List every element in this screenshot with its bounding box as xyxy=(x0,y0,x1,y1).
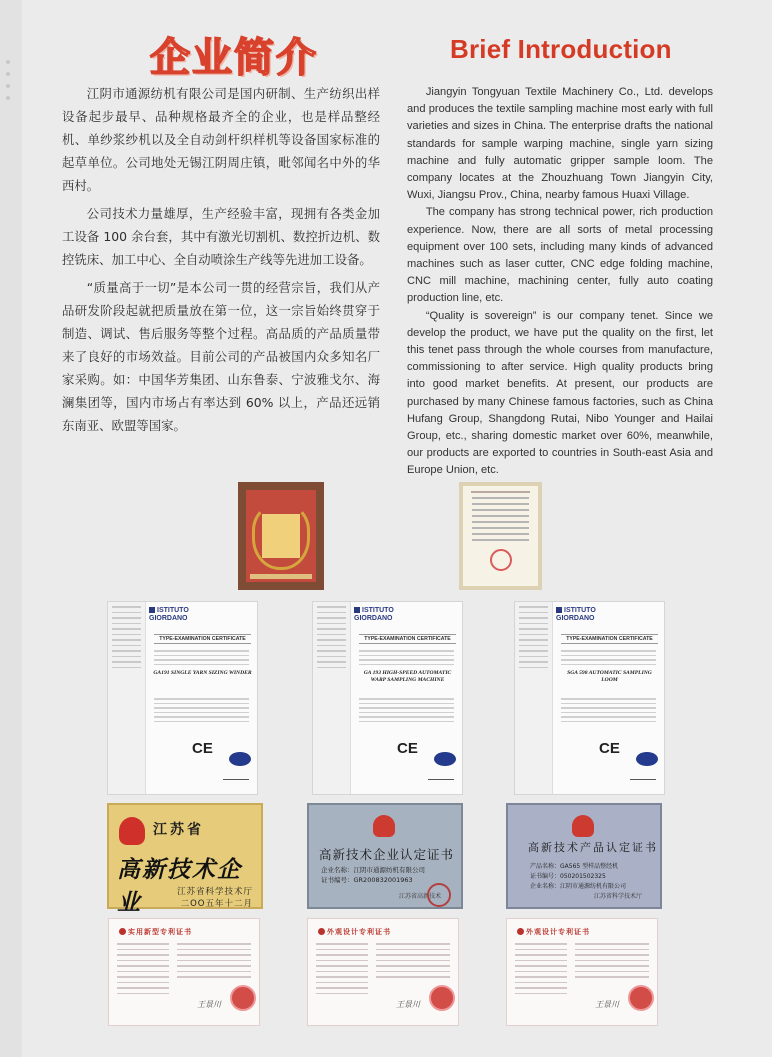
ce-mark: CE xyxy=(599,740,620,757)
award-plaque-inner xyxy=(246,490,316,582)
left-margin-strip xyxy=(0,0,22,1057)
certificate-number: 证书编号：050201502325 xyxy=(530,873,606,880)
patent-emblem-icon xyxy=(517,928,524,935)
certificate-seal xyxy=(490,549,512,571)
plaque-date: 二OO五年十二月 xyxy=(180,899,253,909)
patent-certificate-3 xyxy=(506,918,658,1026)
signature-line xyxy=(223,779,249,780)
ce-mark: CE xyxy=(397,740,418,757)
type-exam-certificate-3 xyxy=(514,601,665,795)
istituto-giordano-logo: ISTITUTO GIORDANO xyxy=(354,607,394,622)
en-paragraph-2: The company has strong technical power, rich production experience. Now, there are all sorts of metal processing equipment over 100 sets, including many kinds of advanced machines such as laser cutter, CNC edge folding machine, CNC mill machine, machining center, fully auto coating production line, etc. xyxy=(407,206,713,305)
torch-logo-icon xyxy=(572,815,594,837)
torch-logo-icon xyxy=(119,817,145,845)
certificate-title: 高新技术产品认定证书 xyxy=(528,841,658,854)
cn-paragraph-2: 公司技术力量雄厚，生产经验丰富，现拥有各类金加工设备 100 余台套，其中有激光切割机、数控折边机、数控铣床、加工中心、全自动喷涂生产线等先进加工设备。 xyxy=(62,206,380,267)
signature: 王景川 xyxy=(595,1000,619,1009)
cn-paragraph-3: “质量高于一切”是本公司一贯的经营宗旨，我们从产品研发阶段起就把质量放在第一位，这一宗旨始终贯穿于制造、调试、售后服务等整个过程。高品质的产品质量带来了良好的市场效益。目前公司的产品被国内众多知名厂家采购。如：中国华芳集团、山东鲁泰、宁波雅戈尔、海澜集团等，国内市场占有率达到 60% 以上，产品还远销东南亚、欧盟等国家。 xyxy=(62,280,380,433)
hightech-enterprise-plaque xyxy=(107,803,263,916)
signature: 王景川 xyxy=(396,1000,420,1009)
quality-system-certificate xyxy=(459,482,542,590)
signature-line xyxy=(428,779,454,780)
patent-certificate-2 xyxy=(307,918,459,1026)
certifier-seal xyxy=(434,752,456,766)
title-english: Brief Introduction xyxy=(450,34,672,64)
plaque-main-title: 高新技术企业 xyxy=(117,856,242,916)
certificate-footer: 江苏省高新技术 xyxy=(399,893,442,900)
patent-certificate-1 xyxy=(108,918,260,1026)
framed-award-plaque xyxy=(238,482,324,590)
certificate-title: TYPE-EXAMINATION CERTIFICATE xyxy=(359,634,456,644)
margin-dots xyxy=(6,60,14,108)
patent-emblem-icon xyxy=(119,928,126,935)
chinese-text-column xyxy=(62,82,380,442)
certificate-model: SGA 598 AUTOMATIC SAMPLING LOOM xyxy=(567,670,652,683)
english-text-column xyxy=(407,84,713,480)
national-emblem-seal xyxy=(230,985,256,1011)
signature: 王景川 xyxy=(197,1000,221,1009)
certificate-footer: 江苏省科学技术厅 xyxy=(594,893,643,900)
hightech-product-certificate xyxy=(506,803,662,909)
type-exam-certificate-1 xyxy=(107,601,258,795)
type-exam-certificate-2 xyxy=(312,601,463,795)
certificate-company: 企业名称：江阴市通源纺机有限公司 xyxy=(530,883,627,890)
plaque-issuer: 江苏省科学技术厅 xyxy=(176,887,253,897)
certificate-model: GA 193 HIGH-SPEED AUTOMATIC WARP SAMPLING MACHINE xyxy=(363,670,452,683)
certificate-title: TYPE-EXAMINATION CERTIFICATE xyxy=(154,634,251,644)
national-emblem-seal xyxy=(628,985,654,1011)
istituto-giordano-logo: ISTITUTO GIORDANO xyxy=(149,607,189,622)
product-name: 产品名称：GA565 型样品整经机 xyxy=(530,863,619,870)
certifier-seal xyxy=(229,752,251,766)
certifier-seal xyxy=(636,752,658,766)
certificate-title: 高新技术企业认定证书 xyxy=(319,847,455,862)
patent-emblem-icon xyxy=(318,928,325,935)
award-plate xyxy=(262,514,300,558)
patent-title: 外观设计专利证书 xyxy=(318,927,391,937)
hightech-enterprise-certificate xyxy=(307,803,463,909)
cn-paragraph-1: 江阴市通源纺机有限公司是国内研制、生产纺织出样设备起步最早、品种规格最齐全的企业，也是样品整经机、单纱浆纱机以及全自动剑杆织样机等设备国家标准的起草单位。公司地处无锡江阴周庄镇，毗邻闻名中外的华西村。 xyxy=(62,86,380,193)
signature-line xyxy=(630,779,656,780)
istituto-giordano-logo: ISTITUTO GIORDANO xyxy=(556,607,596,622)
certificate-model: GA191 SINGLE YARN SIZING WINDER xyxy=(153,670,252,676)
award-caption-strip xyxy=(250,574,312,579)
certificate-title: TYPE-EXAMINATION CERTIFICATE xyxy=(561,634,658,644)
title-chinese: 企业简介 xyxy=(150,35,318,81)
plaque-province: 江苏省 xyxy=(153,822,204,838)
red-stamp xyxy=(427,883,451,907)
ce-mark: CE xyxy=(192,740,213,757)
certificate-number: 证书编号：GR200832001963 xyxy=(321,876,413,884)
certificate-company: 企业名称：江阴市通源纺机有限公司 xyxy=(321,866,425,874)
national-emblem-seal xyxy=(429,985,455,1011)
patent-title: 外观设计专利证书 xyxy=(517,927,590,937)
en-paragraph-3: “Quality is sovereign” is our company tenet. Since we develop the product, we have put the quality on the first, let this tenet pass through the whole courses from manufacture, commissioning to after service. High quality products bring into good market benefits. At present, our products are purchased by many Chinese famous factories, such as China Hufang Group, Shangdong Rutai, Nibo Younger and Hailai Group, etc., sharing domestic market over 60%, meanwhile, our products are exported to countries in South-east Asia and Europe Union, etc. xyxy=(407,309,713,477)
en-paragraph-1: Jiangyin Tongyuan Textile Machinery Co., Ltd. develops and produces the textile sampling machine most early with full varieties and sizes in China. The enterprise drafts the national standards for sample warping machine, single yarn sizing machine and fully automatic gripper sample loom. The company locates at the Zhouzhuang Town Jiangyin City, Wuxi, Jiangsu Prov., China, nearby famous Huaxi Village. xyxy=(407,86,713,202)
patent-title: 实用新型专利证书 xyxy=(119,927,192,937)
torch-logo-icon xyxy=(373,815,395,837)
